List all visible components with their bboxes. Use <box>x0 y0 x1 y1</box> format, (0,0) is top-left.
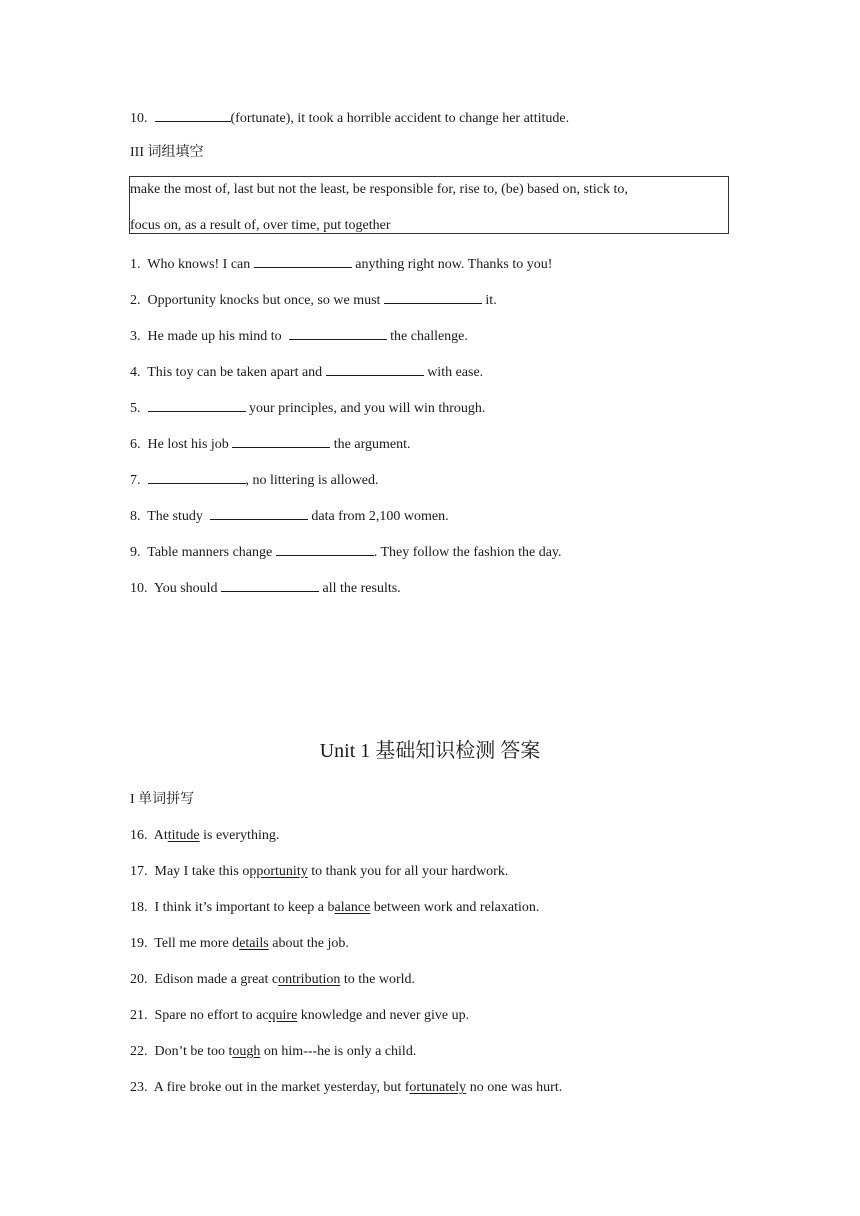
answer-row <box>130 898 539 918</box>
answer-word: etails <box>239 936 269 951</box>
question-number: 10. <box>130 111 148 126</box>
question-text-before: Table manners change <box>147 545 273 560</box>
answer-text-before: Edison made a great c <box>154 972 279 987</box>
question-number: 10. <box>130 581 148 596</box>
answer-row <box>130 970 415 990</box>
question-number: 20. <box>130 972 148 987</box>
phrase-bank-line: focus on, as a result of, over time, put together <box>130 218 391 233</box>
answer-text-before: May I take this o <box>154 864 250 879</box>
question-number: 17. <box>130 864 148 879</box>
answer-text-after: knowledge and never give up. <box>297 1008 470 1023</box>
section-heading: III 词组填空 <box>130 145 204 160</box>
answer-text-before: Spare no effort to ac <box>154 1008 269 1023</box>
question-text-after: data from 2,100 women. <box>311 509 449 524</box>
answer-blank[interactable] <box>276 541 374 556</box>
answer-text-after: between work and relaxation. <box>370 900 540 915</box>
question-text-before: Who knows! I can <box>147 257 251 272</box>
answer-word: ortunately <box>409 1080 467 1095</box>
question-row <box>130 253 552 275</box>
answer-blank[interactable] <box>384 289 482 304</box>
answer-row <box>130 862 508 882</box>
question-row <box>130 397 485 419</box>
question-text-after: the argument. <box>333 437 411 452</box>
question-row <box>130 505 449 527</box>
question-number: 22. <box>130 1044 148 1059</box>
question-row <box>130 577 401 599</box>
answer-text-before: At <box>153 828 168 843</box>
question-number: 19. <box>130 936 148 951</box>
answer-text-before: I think it’s important to keep a b <box>154 900 335 915</box>
question-number: 16. <box>130 828 148 843</box>
answer-text-before: Don’t be too t <box>154 1044 233 1059</box>
answer-text-after: to the world. <box>340 972 416 987</box>
question-number: 18. <box>130 900 148 915</box>
question-row <box>130 433 411 455</box>
question-text-after: all the results. <box>322 581 401 596</box>
answer-blank[interactable] <box>210 505 308 520</box>
question-number: 5. <box>130 401 141 416</box>
question-number: 1. <box>130 257 141 272</box>
answer-row <box>130 1006 469 1026</box>
question-text-after: your principles, and you will win through. <box>249 401 486 416</box>
answer-word: alance <box>334 900 371 915</box>
question-text-after: it. <box>485 293 497 308</box>
answer-text-after: about the job. <box>268 936 349 951</box>
answer-key-title: Unit 1 基础知识检测 答案 <box>319 740 541 762</box>
question-number: 6. <box>130 437 141 452</box>
question-text-before: He made up his mind to <box>147 329 282 344</box>
answer-text-after: no one was hurt. <box>466 1080 563 1095</box>
question-number: 9. <box>130 545 141 560</box>
question-text-after: , no littering is allowed. <box>245 473 379 488</box>
question-number: 21. <box>130 1008 148 1023</box>
answer-text-after: on him---he is only a child. <box>260 1044 417 1059</box>
answer-word: titude <box>167 828 200 843</box>
answer-row <box>130 1078 562 1098</box>
answer-text-before: A fire broke out in the market yesterday, but f <box>153 1080 410 1095</box>
question-text-after: . They follow the fashion the day. <box>373 545 562 560</box>
question-text-after: anything right now. Thanks to you! <box>355 257 553 272</box>
question-text-after: with ease. <box>427 365 484 380</box>
question-number: 23. <box>130 1080 148 1095</box>
question-row <box>130 541 562 563</box>
answer-row <box>130 826 279 846</box>
answer-blank[interactable] <box>148 469 246 484</box>
phrase-bank-box <box>129 176 729 234</box>
section-heading: I 单词拼写 <box>130 792 195 807</box>
question-text: (fortunate), it took a horrible accident to change her attitude. <box>230 111 570 126</box>
question-number: 3. <box>130 329 141 344</box>
question-number: 4. <box>130 365 141 380</box>
answer-blank[interactable] <box>254 253 352 268</box>
answer-blank[interactable] <box>148 397 246 412</box>
answer-blank[interactable] <box>289 325 387 340</box>
answer-blank[interactable] <box>326 361 424 376</box>
question-text-before: Opportunity knocks but once, so we must <box>147 293 381 308</box>
question-text-before: The study <box>147 509 203 524</box>
answer-word: pportunity <box>249 864 308 879</box>
answer-text-after: to thank you for all your hardwork. <box>307 864 509 879</box>
answer-word: ough <box>232 1044 261 1059</box>
answer-blank[interactable] <box>221 577 319 592</box>
question-text-before: You should <box>153 581 218 596</box>
phrase-bank-line: make the most of, last but not the least, be responsible for, rise to, (be) based on, stick to, <box>130 182 628 197</box>
question-number: 8. <box>130 509 141 524</box>
question-row <box>130 107 569 129</box>
question-number: 7. <box>130 473 141 488</box>
answer-text-after: is everything. <box>199 828 280 843</box>
answer-word: ontribution <box>278 972 341 987</box>
answer-text-before: Tell me more d <box>154 936 240 951</box>
answer-row <box>130 1042 416 1062</box>
question-row <box>130 289 497 311</box>
question-row <box>130 469 378 491</box>
answer-word: quire <box>268 1008 298 1023</box>
answer-row <box>130 934 349 954</box>
answer-blank[interactable] <box>232 433 330 448</box>
question-text-before: This toy can be taken apart and <box>147 365 323 380</box>
answer-blank[interactable] <box>155 107 231 122</box>
question-row <box>130 325 468 347</box>
question-row <box>130 361 483 383</box>
question-text-after: the challenge. <box>390 329 468 344</box>
question-text-before: He lost his job <box>147 437 229 452</box>
question-number: 2. <box>130 293 141 308</box>
